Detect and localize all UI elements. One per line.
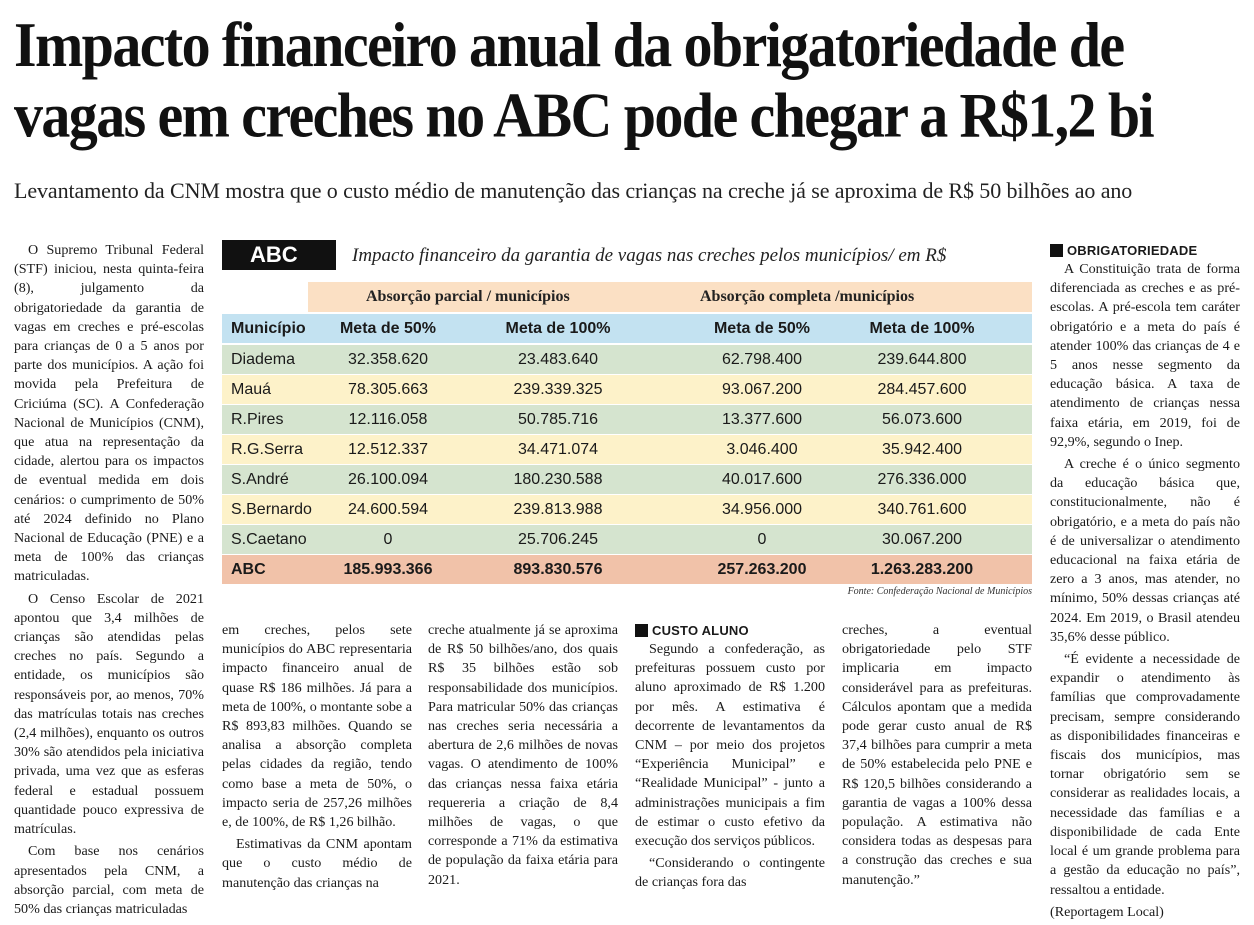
header-cell: Município xyxy=(231,320,306,337)
paragraph: em creches, pelos sete municípios do ABC representaria impacto financeiro anual de quase R$ 186 milhões. Já para a meta de 100%, o montante sobe a R$ 893,83 milhões. Quando se analisa a absorção completa pelas cidades da região, tendo como base a meta de 50%, o impacto seria de 257,26 milhões e, de 100%, de R$ 1,26 bilhão. xyxy=(222,622,412,831)
group-partial-label: Absorção parcial / municípios xyxy=(366,288,570,305)
value-cell: 35.942.400 xyxy=(881,441,963,458)
header-cell: Meta de 100% xyxy=(505,320,611,337)
paragraph: Estimativas da CNM apontam que o custo médio de manutenção das crianças na xyxy=(222,836,412,891)
total-cell: 185.993.366 xyxy=(343,561,433,578)
paragraph: Segundo a confederação, as prefeituras possuem custo por aluno aproximado de R$ 1.200 por mês. A estimativa é decorrente de levantamentos da CNM – por meio dos projetos “Experiência Municipal” e “Realidade Municipal” - junto a administrações municipais a fim de estimar o custo efetivo da execução dos serviços públicos. xyxy=(635,641,825,850)
municipality-cell: S.Bernardo xyxy=(231,501,312,518)
graphic-title: Impacto financeiro da garantia de vagas nas creches pelos municípios/ em R$ xyxy=(352,245,947,266)
paragraph: O Supremo Tribunal Federal (STF) iniciou, nesta quinta-feira (8), julgamento da obrigatoriedade da garantia de vagas em creches e pré-escolas para crianças de 0 a 5 anos por parte dos municípios. A ação foi movida pela Prefeitura de Criciúma (SC). A Confederação Nacional de Municípios (CNM), que atua na representação da cidade, alertou para os impactos de eventual medida em dois cenários: o cumprimento de 50% até 2024 definido no Plano Nacional de Educação (PNE) e a meta de 100% das crianças matriculadas. xyxy=(14,242,204,585)
section-heading-obrigatoriedade xyxy=(1050,241,1240,260)
value-cell: 23.483.640 xyxy=(517,351,599,368)
value-cell: 62.798.400 xyxy=(721,351,803,368)
value-cell: 34.471.074 xyxy=(517,441,599,458)
table-row xyxy=(222,525,1032,554)
paragraph: Com base nos cenários apresentados pela CNM, a absorção parcial, com meta de 50% das crianças matriculadas xyxy=(14,843,204,917)
value-cell: 340.761.600 xyxy=(877,501,967,518)
municipality-cell: S.André xyxy=(231,471,289,488)
total-cell: 257.263.200 xyxy=(717,561,807,578)
total-cell: 1.263.283.200 xyxy=(870,561,974,578)
header-cell: Meta de 50% xyxy=(713,320,811,337)
headline-line-1: Impacto financeiro anual da obrigatoriedade de xyxy=(14,8,1124,81)
table-row xyxy=(222,375,1032,404)
impact-table-graphic xyxy=(222,238,1034,604)
value-cell: 12.512.337 xyxy=(347,441,429,458)
paragraph: O Censo Escolar de 2021 apontou que 3,4 milhões de crianças são atendidas pelas creches no país. Segundo a entidade, os municípios são responsáveis por, ao menos, 70% das matrículas totais nas creches (2,4 milhões), enquanto os outros 30% são atendidos pela iniciativa privada, uma vez que as esferas federal e estadual possuem quantidade pouco expressiva de matrículas. xyxy=(14,590,204,838)
value-cell: 25.706.245 xyxy=(517,531,599,548)
value-cell: 239.644.800 xyxy=(877,351,967,368)
source-note: Fonte: Confederação Nacional de Municípios xyxy=(847,586,1032,597)
value-cell: 0 xyxy=(383,531,393,548)
table-row xyxy=(222,435,1032,464)
value-cell: 34.956.000 xyxy=(721,501,803,518)
value-cell: 239.813.988 xyxy=(513,501,603,518)
total-cell: ABC xyxy=(231,561,266,578)
value-cell: 276.336.000 xyxy=(877,471,967,488)
total-cell: 893.830.576 xyxy=(513,561,603,578)
abc-tag: ABC xyxy=(222,240,336,270)
byline: (Reportagem Local) xyxy=(1050,903,1164,920)
article-column-6 xyxy=(1050,241,1240,925)
value-cell: 24.600.594 xyxy=(347,501,429,518)
table-row xyxy=(222,495,1032,524)
subtitle: Levantamento da CNM mostra que o custo médio de manutenção das crianças na creche já se aproxima de R$ 50 bilhões ao ano xyxy=(14,178,1133,203)
value-cell: 40.017.600 xyxy=(721,471,803,488)
table-row xyxy=(222,345,1032,374)
municipality-cell: R.G.Serra xyxy=(231,441,304,458)
municipality-cell: R.Pires xyxy=(231,411,284,428)
table-header-row xyxy=(222,314,1032,343)
value-cell: 13.377.600 xyxy=(721,411,803,428)
value-cell: 0 xyxy=(757,531,767,548)
article-column-4 xyxy=(635,621,825,896)
article-column-3 xyxy=(428,621,618,893)
value-cell: 26.100.094 xyxy=(347,471,429,488)
table-row xyxy=(222,405,1032,434)
paragraph: creche atualmente já se aproxima de R$ 50 bilhões/ano, dos quais R$ 35 bilhões estão sob responsabilidade dos municípios. Para matricular 50% das crianças nas creches seria necessária a abertura de 2,6 milhões de novas vagas. O atendimento de 100% das crianças nessa faixa etária requereria a criação de 8,4 milhões de vagas, o que corresponde a 71% da estimativa de população da faixa etária para 2021. xyxy=(428,622,618,888)
headline-line-2: vagas em creches no ABC pode chegar a R$1,2 bi xyxy=(14,79,1153,151)
section-heading-custo-aluno xyxy=(635,621,825,640)
value-cell: 56.073.600 xyxy=(881,411,963,428)
value-cell: 12.116.058 xyxy=(348,411,428,428)
value-cell: 50.785.716 xyxy=(517,411,599,428)
section-heading-text: CUSTO ALUNO xyxy=(652,623,749,638)
value-cell: 78.305.663 xyxy=(347,381,429,398)
paragraph: A Constituição trata de forma diferenciada as creches e as pré-escolas. A pré-escola tem caráter obrigatório e a meta do país é atender 100% das crianças de 4 e 5 anos nesse segmento da educação básica. A taxa de atendimento de crianças nessa faixa etária, em 2019, foi de 92,9%, segundo o Inep. xyxy=(1050,261,1240,450)
article-column-5 xyxy=(842,621,1032,893)
article-column-1 xyxy=(14,241,204,922)
headline xyxy=(14,10,1244,151)
group-complete-label: Absorção completa /municípios xyxy=(700,288,915,305)
paragraph: “Considerando o contingente de crianças fora das xyxy=(635,855,825,891)
value-cell: 30.067.200 xyxy=(881,531,963,548)
value-cell: 93.067.200 xyxy=(721,381,803,398)
column-group-header xyxy=(308,282,1032,312)
value-cell: 239.339.325 xyxy=(513,381,603,398)
section-square-icon xyxy=(1050,244,1063,257)
paragraph: A creche é o único segmento da educação básica que, constitucionalmente, não é obrigatório, e a meta do país não é de universalizar o atendimento educacional na faixa etária de zero a 3 anos, mas atender, no mínimo, 50% dessas crianças até 2024. Em 2019, o Brasil atendeu 35,6% desse público. xyxy=(1050,456,1240,645)
table-row xyxy=(222,465,1032,494)
value-cell: 3.046.400 xyxy=(726,441,798,458)
municipality-cell: S.Caetano xyxy=(231,531,307,548)
section-square-icon xyxy=(635,624,648,637)
paragraph: creches, a eventual obrigatoriedade pelo STF implicaria em impacto considerável para as prefeituras. Cálculos apontam que a medida pode gerar custo anual de R$ 37,4 bilhões para cumprir a meta de 50% estabelecida pelo PNE e R$ 120,5 bilhões considerando a garantia de vagas a 100% dessa população. A estimativa não considera todas as despesas para a construção das creches e sua manutenção.” xyxy=(842,622,1032,888)
value-cell: 32.358.620 xyxy=(347,351,429,368)
value-cell: 180.230.588 xyxy=(513,471,603,488)
value-cell: 284.457.600 xyxy=(877,381,967,398)
header-cell: Meta de 100% xyxy=(869,320,975,337)
paragraph: “É evidente a necessidade de expandir o atendimento às famílias que comprovadamente precisam, sempre considerando as disponibilidades financeiras e fiscais dos municípios, mas tornar obrigatório sem se considerar as realidades locais, a necessidade das famílias e a disponibilidade de cada Ente local é um grande problema para a gestão da educação no país”, ressaltou a entidade. xyxy=(1050,651,1240,898)
table-total-row xyxy=(222,555,1032,584)
section-heading-text: OBRIGATORIEDADE xyxy=(1067,243,1198,258)
municipality-cell: Mauá xyxy=(231,381,272,398)
article-column-2 xyxy=(222,621,412,896)
municipality-cell: Diadema xyxy=(231,351,296,368)
header-cell: Meta de 50% xyxy=(339,320,437,337)
